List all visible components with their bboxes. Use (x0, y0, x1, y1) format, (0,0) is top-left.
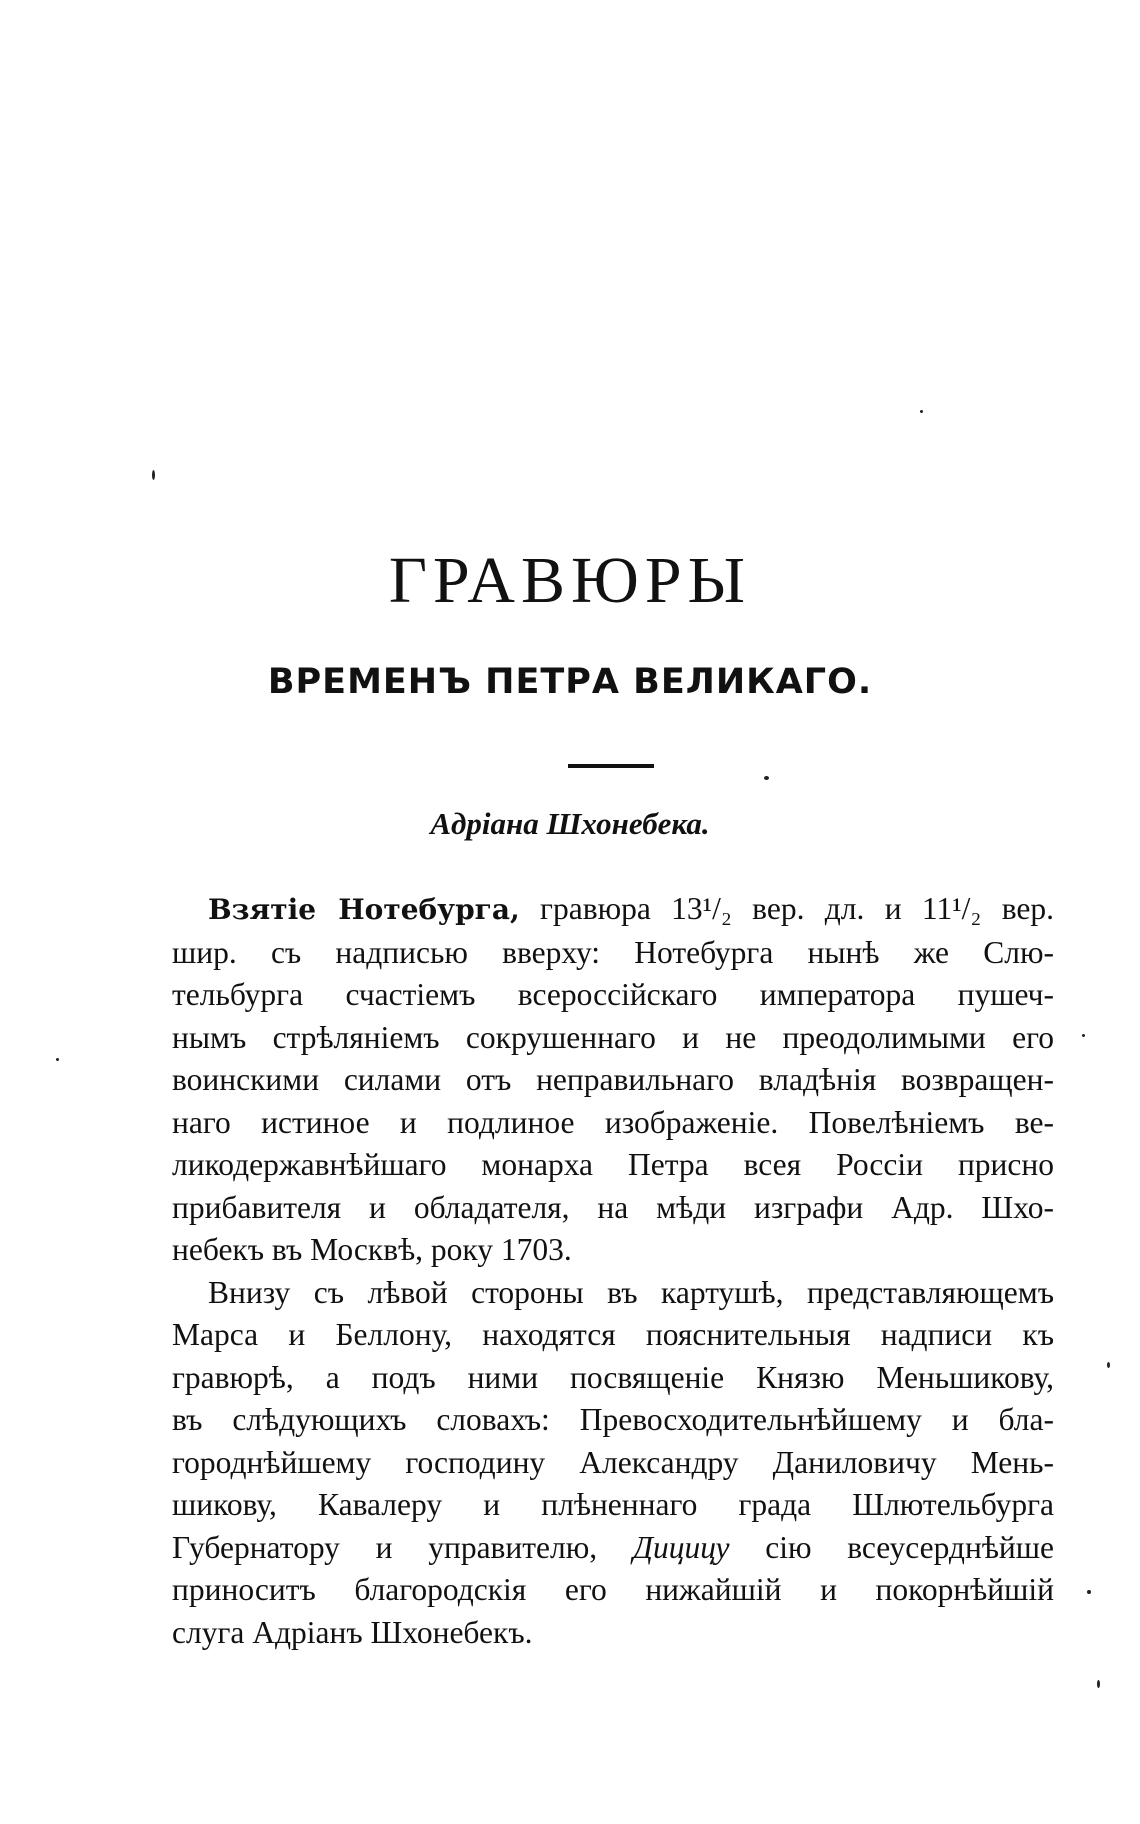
paragraph-line: наго истиное и подлиное изображеніе. Повелѣніемъ ве- (172, 1104, 1054, 1140)
body-text (172, 888, 1054, 1654)
paragraph-line: приноситъ благородскія его нижайшій и покорнѣйшій (172, 1572, 1054, 1607)
paragraph-line: прибавителя и обладателя, на мѣди изграфи Адр. Шхо- (172, 1189, 1054, 1225)
paragraph-line: въ слѣдующихъ словахъ: Превосходительнѣйшему и бла- (172, 1402, 1054, 1437)
paragraph-line: ликодержавнѣйшаго монарха Петра всея Россіи присно (172, 1147, 1054, 1182)
paragraph-line: гравюрѣ, а подъ ними посвященіе Князю Меньшикову, (172, 1359, 1054, 1395)
paragraph-line: воинскими силами отъ неправильнаго владѣнія возвращен- (172, 1062, 1054, 1097)
section-author: Адріана Шхонебека. (430, 806, 710, 841)
scan-speck (764, 776, 769, 780)
paragraph-line: городнѣйшему господину Александру Даниловичу Мень- (172, 1444, 1054, 1480)
page-title: ГРАВЮРЫ (388, 544, 752, 617)
separator-rule (568, 764, 654, 768)
italic-word: Дицицу (632, 1529, 730, 1565)
paragraph-line: шир. съ надписью вверху: Нотебурга нынѣ же Слю- (172, 934, 1054, 970)
scan-speck (920, 410, 923, 413)
paragraph-line: Марса и Беллону, находятся пояснительныя надписи къ (172, 1317, 1054, 1352)
page-subtitle: ВРЕМЕНЪ ПЕТРА ВЕЛИКАГО. (267, 662, 873, 702)
scan-speck (56, 1058, 59, 1061)
line-text: Губернатору и управителю, (172, 1529, 598, 1565)
paragraph-line: небекъ въ Москвѣ, року 1703. (172, 1232, 572, 1267)
line-text: сію всеусерднѣйше (765, 1529, 1054, 1565)
entry-title: Взятіе Нотебурга, (208, 893, 520, 926)
paragraph-line: слуга Адріанъ Шхонебекъ. (172, 1614, 533, 1650)
scan-speck (152, 470, 155, 480)
paragraph-line (172, 1527, 1054, 1570)
scan-speck (1087, 1590, 1091, 1594)
paragraph-line (172, 888, 1054, 932)
entry-text: гравюра 13¹/₂ вер. дл. и 11¹/₂ вер. (519, 891, 1054, 926)
scan-speck (1082, 1034, 1085, 1037)
paragraph-line: нымъ стрѣляніемъ сокрушеннаго и не преодолимыми его (172, 1019, 1054, 1055)
paragraph-line: тельбурга счастіемъ всероссійскаго императора пушеч- (172, 977, 1054, 1012)
scan-speck (1097, 1680, 1100, 1688)
paragraph-line: шикову, Кавалеру и плѣненнаго града Шлютельбурга (172, 1487, 1054, 1522)
scan-speck (1107, 1362, 1110, 1368)
paragraph-line: Внизу съ лѣвой стороны въ картушѣ, представляющемъ (208, 1274, 1054, 1310)
